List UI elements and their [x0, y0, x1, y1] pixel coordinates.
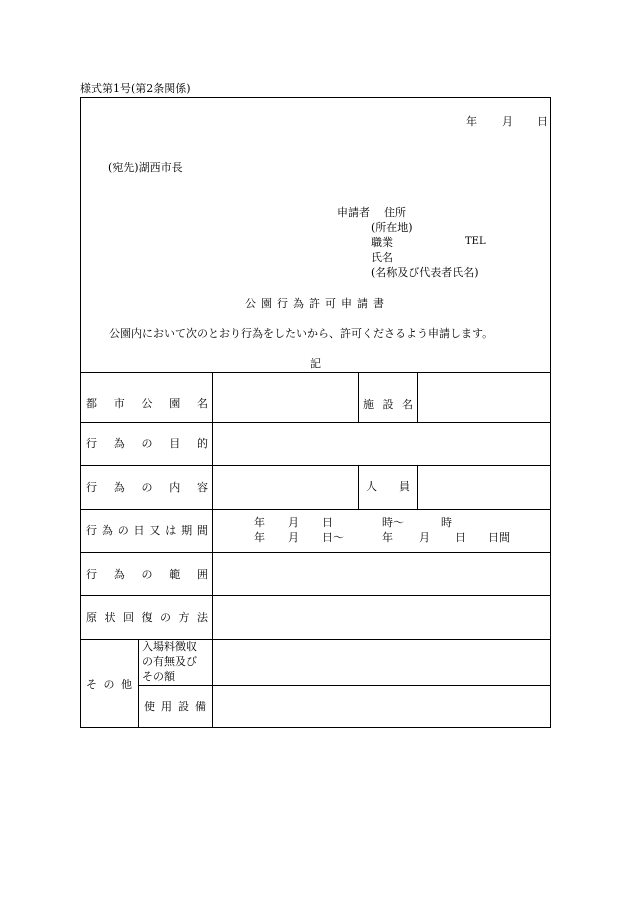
period-end-day: 日: [455, 531, 466, 544]
other-column-divider: [138, 639, 139, 728]
applicant-name-note: (名称及び代表者氏名): [371, 266, 479, 279]
purpose-label: 行 為 の 目 的: [86, 437, 208, 450]
park-name-label: 都 市 公 園 名: [86, 397, 208, 410]
facility-name-label: 施 設 名: [363, 398, 413, 411]
row-divider: [80, 509, 551, 510]
applicant-address-label: 住所: [384, 206, 406, 219]
form-title: 公園行為許可申請書: [245, 297, 389, 310]
admission-fee-line3: その額: [142, 670, 175, 683]
form-number: 様式第1号(第2条関係): [80, 82, 191, 95]
date-month-label: 月: [502, 115, 513, 128]
personnel-column-divider: [358, 465, 359, 509]
other-label: そ の 他: [86, 678, 132, 691]
admission-fee-line2: の有無及び: [142, 655, 197, 668]
period-hour-to: 時: [441, 516, 452, 529]
period-year: 年: [254, 516, 265, 529]
period-month: 月: [288, 516, 299, 529]
facility-column-divider: [358, 372, 359, 422]
applicant-occupation-label: 職業: [371, 236, 393, 249]
period-end-month: 月: [419, 531, 430, 544]
period-label: 行 為 の 日 又 は 期 間: [86, 524, 208, 537]
row-divider: [80, 552, 551, 553]
period-day: 日: [322, 516, 333, 529]
period-days: 日間: [488, 531, 510, 544]
facility-name-field[interactable]: [419, 374, 550, 421]
row-divider: [80, 595, 551, 596]
equipment-label: 使 用 設 備: [144, 700, 206, 713]
label-column-divider: [212, 372, 213, 728]
admission-fee-line1: 入場料徴収: [142, 640, 197, 653]
applicant-tel-label: TEL: [465, 236, 486, 247]
applicant-label: 申請者: [337, 206, 370, 219]
facility-column-divider: [417, 372, 418, 422]
row-divider: [80, 422, 551, 423]
equipment-field[interactable]: [214, 687, 550, 727]
date-year-label: 年: [466, 115, 477, 128]
period-start-month: 月: [288, 531, 299, 544]
body-text: 公園内において次のとおり行為をしたいから、許可くださるよう申請します。: [109, 327, 494, 340]
purpose-field[interactable]: [214, 424, 550, 464]
content-label: 行 為 の 内 容: [86, 481, 208, 494]
period-start-day: 日〜: [322, 531, 344, 544]
content-field[interactable]: [214, 467, 357, 508]
restoration-field[interactable]: [214, 597, 550, 638]
period-end-year: 年: [382, 531, 393, 544]
date-day-label: 日: [537, 115, 548, 128]
applicant-name-label: 氏名: [371, 251, 393, 264]
scope-label: 行 為 の 範 囲: [86, 568, 208, 581]
period-start-year: 年: [254, 531, 265, 544]
row-divider: [138, 685, 551, 686]
park-name-field[interactable]: [214, 374, 357, 421]
personnel-column-divider: [417, 465, 418, 509]
period-hour-from: 時〜: [382, 516, 404, 529]
personnel-field[interactable]: [419, 467, 550, 508]
scope-field[interactable]: [214, 554, 550, 594]
admission-fee-field[interactable]: [214, 641, 550, 684]
addressee: (宛先)湖西市長: [108, 161, 183, 174]
restoration-label: 原 状 回 復 の 方 法: [86, 611, 208, 624]
table-top-line: [80, 372, 551, 373]
personnel-label: 人 員: [366, 480, 410, 493]
ki-label: 記: [310, 357, 321, 370]
applicant-address-note: (所在地): [371, 221, 413, 234]
row-divider: [80, 465, 551, 466]
